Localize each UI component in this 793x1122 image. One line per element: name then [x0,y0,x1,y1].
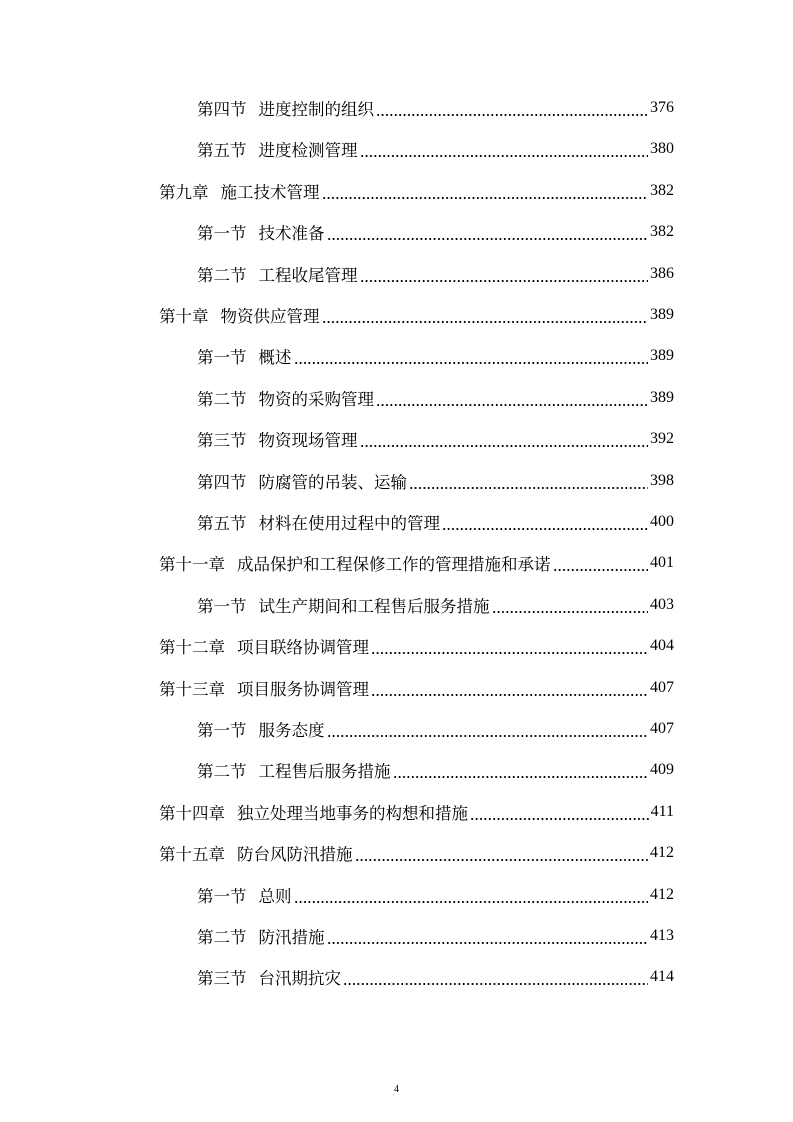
toc-chapter-entry[interactable] [159,545,674,581]
toc-entry-title: 施工技术管理 [220,182,320,202]
toc-entry-page: 409 [650,761,674,779]
toc-entry-title: 项目服务协调管理 [237,679,369,699]
toc-dot-leader [376,404,648,406]
toc-chapter-entry[interactable] [159,297,674,333]
toc-entry-page: 414 [650,968,674,986]
toc-entry-title: 技术准备 [258,224,325,244]
toc-entry-number: 第十章 [159,307,209,326]
toc-entry-page: 401 [650,554,674,572]
toc-entry-number: 第一节 [197,348,247,368]
toc-section-entry[interactable] [197,256,674,292]
toc-dot-leader [355,859,649,861]
toc-entry-page: 403 [650,595,674,613]
footer-page-number: 4 [394,1084,399,1095]
toc-entry-number: 第十四章 [159,803,225,823]
toc-section-entry[interactable] [197,214,674,250]
toc-dot-leader [322,321,649,323]
toc-entry-title: 项目联络协调管理 [237,638,369,658]
toc-chapter-entry[interactable] [159,835,674,871]
toc-entry-number: 第五节 [197,141,247,161]
toc-entry-number: 第一节 [197,596,247,616]
toc-section-entry[interactable] [197,380,674,416]
toc-entry-number: 第二节 [197,389,247,409]
toc-entry-number: 第二节 [197,762,247,782]
toc-dot-leader [553,569,649,571]
toc-dot-leader [327,942,649,944]
toc-entry-title: 进度检测管理 [258,141,358,161]
toc-dot-leader [492,611,649,613]
toc-entry-page: 376 [650,99,674,116]
toc-section-entry[interactable] [197,752,674,788]
toc-dot-leader [327,735,649,737]
toc-chapter-entry[interactable] [159,628,674,664]
toc-entry-page: 382 [650,181,674,199]
toc-entry-number: 第四节 [197,472,247,492]
toc-section-entry[interactable] [197,918,674,954]
toc-chapter-entry[interactable] [159,173,674,209]
toc-dot-leader [409,487,648,489]
toc-entry-number: 第二节 [197,265,247,285]
toc-entry-title: 总则 [258,886,292,906]
toc-chapter-entry[interactable] [159,670,674,706]
toc-entry-title: 服务态度 [258,721,325,740]
toc-entry-title: 物资的采购管理 [258,389,374,409]
toc-entry-page: 400 [650,513,674,530]
toc-entry-number: 第五节 [197,514,247,533]
toc-entry-number: 第一节 [197,224,247,244]
toc-section-entry[interactable] [197,587,674,623]
toc-dot-leader [360,280,649,282]
toc-entry-title: 进度控制的组织 [258,100,374,119]
toc-dot-leader [343,983,648,985]
toc-chapter-entry[interactable] [159,794,674,830]
toc-entry-number: 第十二章 [159,638,225,658]
toc-dot-leader [294,362,649,364]
toc-entry-number: 第九章 [159,182,209,202]
toc-dot-leader [442,528,648,530]
toc-entry-number: 第十五章 [159,845,225,865]
toc-dot-leader [371,694,648,696]
toc-entry-page: 389 [650,347,674,365]
toc-dot-leader [376,114,648,116]
toc-entry-page: 407 [650,678,674,696]
toc-entry-title: 工程售后服务措施 [258,762,391,782]
toc-entry-title: 成品保护和工程保修工作的管理措施和承诺 [237,555,551,575]
toc-entry-page: 380 [650,140,674,158]
toc-entry-number: 第十一章 [159,555,225,575]
toc-entry-title: 工程收尾管理 [258,265,358,285]
toc-dot-leader [360,445,649,447]
toc-entry-page: 412 [650,844,674,862]
toc-dot-leader [371,652,648,654]
toc-section-entry[interactable] [197,338,674,374]
toc-section-entry[interactable] [197,504,674,540]
toc-dot-leader [294,901,649,903]
toc-entry-page: 413 [650,927,674,944]
toc-entry-number: 第一节 [197,886,247,906]
toc-entry-title: 台汛期抗灾 [258,969,341,989]
toc-entry-number: 第三节 [197,969,247,989]
toc-dot-leader [360,155,649,157]
toc-entry-title: 材料在使用过程中的管理 [258,514,440,533]
toc-entry-page: 398 [650,471,674,489]
toc-entry-number: 第十三章 [159,679,225,699]
toc-section-entry[interactable] [197,711,674,747]
toc-entry-page: 392 [650,430,674,448]
toc-dot-leader [327,238,649,240]
toc-section-entry[interactable] [197,463,674,499]
toc-section-entry[interactable] [197,959,674,995]
toc-entry-page: 386 [650,264,674,282]
toc-entry-page: 389 [650,388,674,406]
toc-entry-title: 概述 [258,348,292,368]
toc-entry-page: 389 [650,306,674,323]
toc-entry-page: 382 [650,223,674,241]
toc-entry-page: 407 [650,720,674,737]
toc-dot-leader [470,818,649,820]
toc-entry-title: 试生产期间和工程售后服务措施 [258,596,490,616]
toc-section-entry[interactable] [197,877,674,913]
toc-entry-title: 物资供应管理 [220,307,320,326]
toc-entry-title: 独立处理当地事务的构想和措施 [237,803,468,823]
toc-entry-title: 物资现场管理 [258,431,358,451]
toc-entry-number: 第二节 [197,928,247,947]
toc-dot-leader [322,197,649,199]
toc-entry-number: 第一节 [197,721,247,740]
toc-dot-leader [393,776,649,778]
toc-entry-title: 防汛措施 [258,928,325,947]
toc-entry-number: 第四节 [197,100,247,119]
toc-entry-page: 412 [650,885,674,903]
toc-section-entry[interactable] [197,90,674,126]
toc-entry-title: 防台风防汛措施 [237,845,353,865]
toc-entry-page: 404 [650,637,674,655]
toc-entry-page: 411 [650,802,674,820]
toc-section-entry[interactable] [197,131,674,167]
toc-section-entry[interactable] [197,421,674,457]
toc-entry-title: 防腐管的吊装、运输 [258,472,407,492]
toc-entry-number: 第三节 [197,431,247,451]
